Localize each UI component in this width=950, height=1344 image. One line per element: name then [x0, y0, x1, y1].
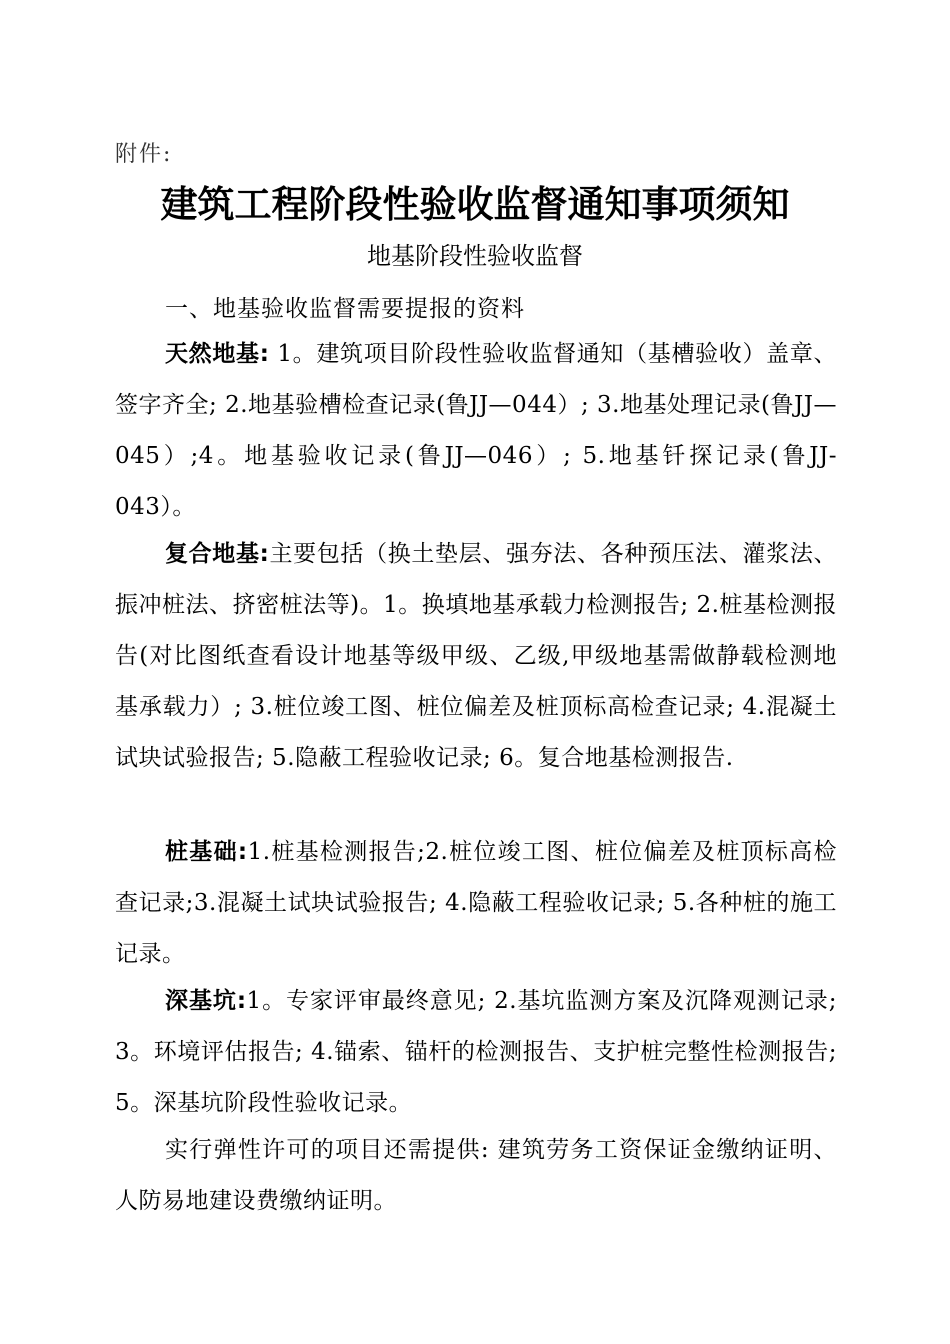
paragraph-flexible-permit	[115, 1125, 837, 1227]
paragraph-text: 1。专家评审最终意见; 2.基坑监测方案及沉降观测记录; 3。环境评估报告; 4.锚索、锚杆的检测报告、支护桩完整性检测报告; 5。深基坑阶段性验收记录。	[115, 988, 837, 1116]
paragraph-text: 1。建筑项目阶段性验收监督通知（基槽验收）盖章、签字齐全; 2.地基验槽检查记录(鲁JJ—044）; 3.地基处理记录(鲁JJ—045）;4。地基验收记录(鲁JJ—046）; 5.地基钎探记录(鲁JJ-043）。	[115, 341, 837, 520]
paragraph-natural-foundation	[115, 329, 837, 533]
paragraph-label: 复合地基:	[165, 541, 270, 567]
document-subtitle: 地基阶段性验收监督	[367, 242, 583, 270]
paragraph-composite-foundation	[115, 529, 837, 784]
attachment-label: 附件:	[115, 142, 173, 167]
paragraph-label: 桩基础:	[165, 839, 248, 865]
paragraph-label: 天然地基:	[165, 341, 270, 367]
paragraph-deep-pit	[115, 976, 837, 1129]
document-title: 建筑工程阶段性验收监督通知事项须知	[160, 182, 790, 226]
paragraph-pile-foundation	[115, 827, 837, 980]
paragraph-text: 1.桩基检测报告;2.桩位竣工图、桩位偏差及桩顶标高检查记录;3.混凝土试块试验报告; 4.隐蔽工程验收记录; 5.各种桩的施工记录。	[115, 839, 838, 967]
paragraph-text: 实行弹性许可的项目还需提供: 建筑劳务工资保证金缴纳证明、人防易地建设费缴纳证明。	[115, 1137, 837, 1214]
paragraph-label: 深基坑:	[165, 988, 247, 1014]
section-heading: 一、地基验收监督需要提报的资料	[165, 296, 525, 322]
paragraph-text: 主要包括（换土垫层、强夯法、各种预压法、灌浆法、振冲桩法、挤密桩法等)。1。换填地基承载力检测报告; 2.桩基检测报告(对比图纸查看设计地基等级甲级、乙级,甲级地基需做静载检测地基承载力）; 3.桩位竣工图、桩位偏差及桩顶标高检查记录; 4.混凝土试块试验报告; 5.隐蔽工程验收记录; 6。复合地基检测报告.	[115, 541, 837, 771]
